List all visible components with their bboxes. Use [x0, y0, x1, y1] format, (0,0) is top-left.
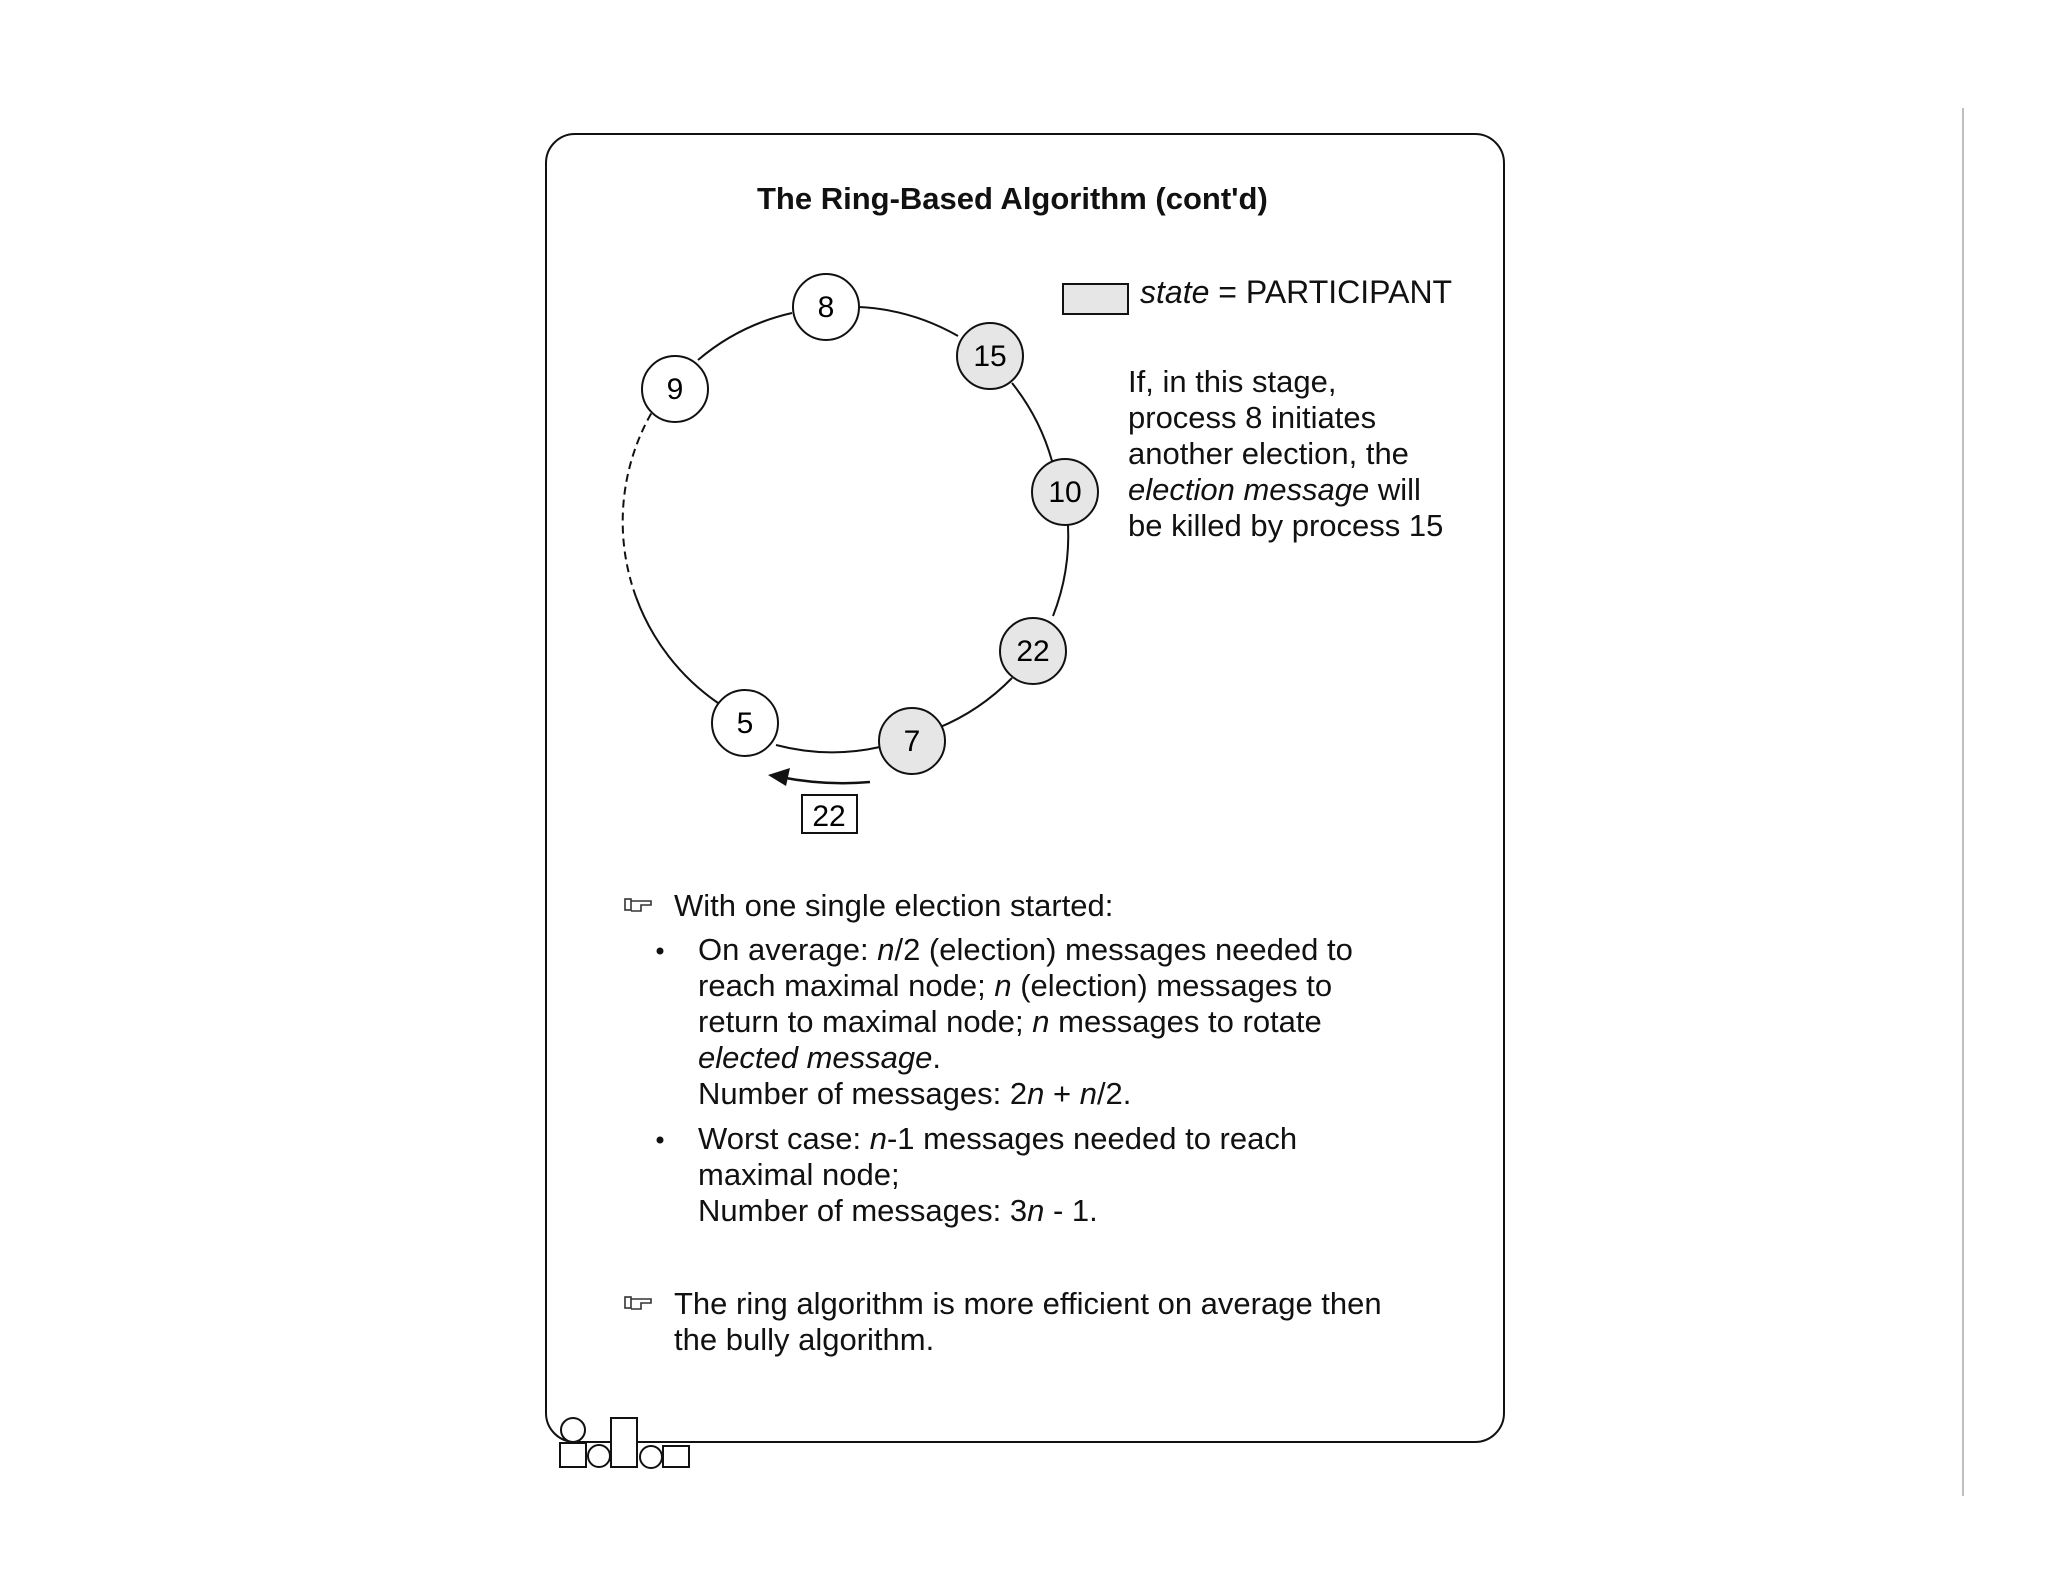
- bullet-2: [674, 1286, 1382, 1358]
- note-text: [1128, 364, 1443, 544]
- note-line: another election, the: [1128, 436, 1409, 471]
- sub-bullet-1: [698, 932, 1353, 1112]
- legend-state-value: = PARTICIPANT: [1209, 274, 1453, 310]
- ring-arc-22-7: [938, 678, 1012, 728]
- logo-icon: [560, 1418, 689, 1468]
- bullet-1: With one single election started:: [674, 888, 1114, 923]
- sub-bullet-line: maximal node;: [698, 1157, 900, 1192]
- node-9-label: 9: [666, 373, 684, 406]
- node-15-label: 15: [973, 340, 1007, 373]
- note-line: process 8 initiates: [1128, 400, 1377, 435]
- node-7-label: 7: [903, 725, 921, 758]
- message-label: 22: [812, 800, 846, 833]
- sub-bullet-line: On average: n/2 (election) messages needed to: [698, 932, 1353, 967]
- bullet-dot: [657, 948, 664, 955]
- legend-swatch: [1063, 284, 1128, 314]
- ring-arc-8-15: [859, 307, 958, 336]
- bullet-line: the bully algorithm.: [674, 1322, 935, 1357]
- legend-state-word: state: [1140, 274, 1210, 310]
- node-8-label: 8: [817, 291, 835, 324]
- note-line: [1128, 472, 1443, 508]
- node-5-label: 5: [736, 707, 754, 740]
- sub-bullet-line: return to maximal node; n messages to rotate: [698, 1004, 1322, 1039]
- slide-title: The Ring-Based Algorithm (cont'd): [757, 181, 1268, 216]
- note-line: If, in this stage,: [1128, 364, 1337, 399]
- message-arrowhead: [768, 768, 790, 786]
- pointer-icon: [625, 899, 651, 911]
- ring-arc-10-22: [1053, 525, 1068, 616]
- sub-bullet-2: [698, 1121, 1297, 1229]
- sub-bullet-line: reach maximal node; n (election) messages to: [698, 968, 1333, 1003]
- sub-bullet-line: Worst case: n-1 messages needed to reach: [698, 1121, 1298, 1156]
- node-22-label: 22: [1016, 635, 1050, 668]
- legend-label: [1140, 274, 1452, 311]
- sub-bullet-line: Number of messages: 3n - 1.: [698, 1193, 1098, 1228]
- ring-arc-7-5: [776, 745, 880, 752]
- ring-arc-dashed: [623, 412, 652, 597]
- ring-arc-15-10: [1012, 383, 1052, 461]
- bullet-dot: [657, 1137, 664, 1144]
- node-10-label: 10: [1048, 476, 1082, 509]
- message-arrow: [780, 777, 870, 783]
- pointer-icon: [625, 1297, 651, 1309]
- sub-bullet-line: Number of messages: 2n + n/2.: [698, 1076, 1132, 1111]
- bullet-line: The ring algorithm is more efficient on average then: [674, 1286, 1382, 1321]
- ring-arc-5-9: [636, 597, 718, 703]
- ring-arc-9-8: [698, 313, 792, 360]
- note-italic: election message: [1128, 472, 1370, 507]
- note-line: be killed by process 15: [1128, 508, 1444, 543]
- note-rest: will: [1369, 472, 1421, 507]
- sub-bullet-line: elected message.: [698, 1040, 941, 1075]
